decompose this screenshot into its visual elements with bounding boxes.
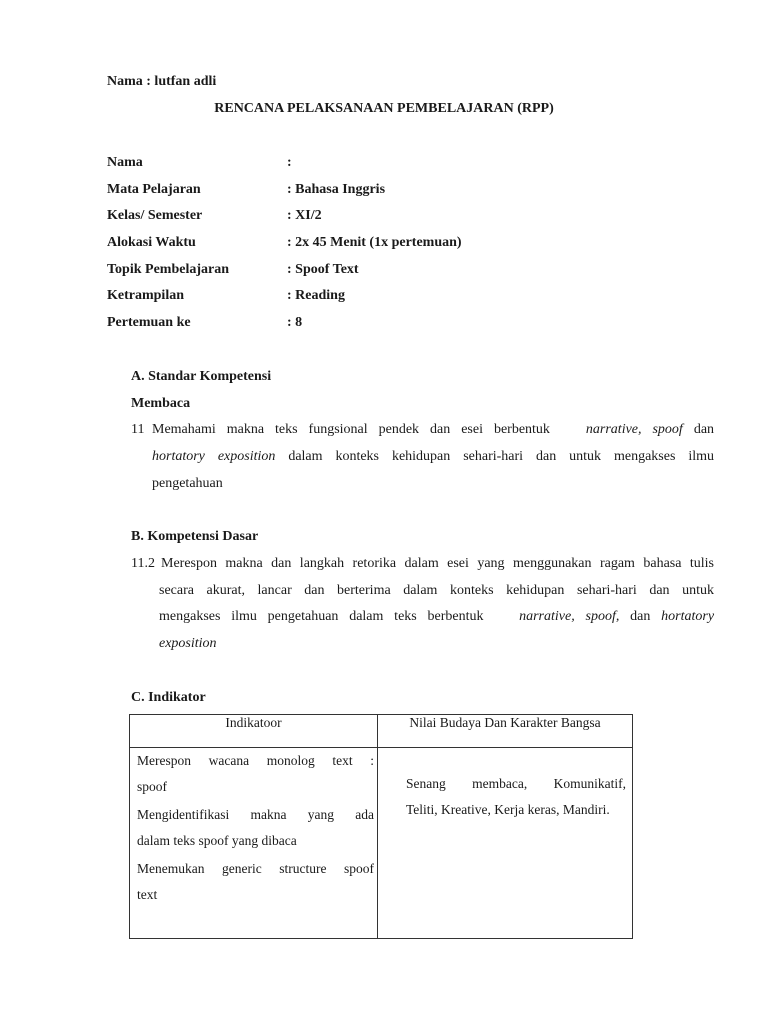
identity-value: : 8 [287, 315, 303, 330]
identity-label: Mata Pelajaran [107, 182, 201, 197]
indicator-cell [130, 748, 378, 939]
table-header-values: Nilai Budaya Dan Karakter Bangsa [378, 715, 633, 748]
section-a-line-3: pengetahuan [152, 476, 223, 491]
identity-label: Topik Pembelajaran [107, 262, 229, 277]
identity-label: Pertemuan ke [107, 315, 191, 330]
identity-value: : [287, 155, 292, 170]
table-header-row [130, 715, 633, 748]
document-title: RENCANA PELAKSANAAN PEMBELAJARAN (RPP) [214, 101, 554, 116]
section-b-line-1 [161, 556, 714, 572]
indicator-line: spoof [137, 779, 167, 794]
indicator-line: Merespon wacana monolog text : [137, 753, 374, 768]
section-c-heading: C. Indikator [131, 690, 206, 705]
section-b-italic-term: hortatory [661, 609, 715, 624]
student-name-line: Nama : lutfan adli [107, 74, 217, 89]
section-a-italic-term: hortatory exposition [152, 449, 276, 464]
identity-label: Nama [107, 155, 143, 170]
section-a-line-1 [152, 422, 714, 438]
identity-value: : Reading [287, 288, 345, 303]
values-line: Senang membaca, Komunikatif, [406, 776, 626, 791]
section-a-subheading: Membaca [131, 396, 191, 411]
indicator-line: dalam teks spoof yang dibaca [137, 833, 297, 848]
section-b-line-4: exposition [159, 636, 217, 651]
section-b-text: mengakses ilmu pengetahuan dalam teks berbentuk [159, 609, 484, 624]
section-b-line-3 [159, 609, 714, 625]
indicator-line: text [137, 887, 158, 902]
identity-value: : Bahasa Inggris [287, 182, 386, 197]
values-line: Teliti, Kreative, Kerja keras, Mandiri. [406, 802, 610, 817]
indicator-line: Mengidentifikasi makna yang ada [137, 807, 374, 822]
identity-value: : XI/2 [287, 208, 322, 223]
section-a-text: Memahami makna teks fungsional pendek dan esei berbentuk [152, 422, 550, 437]
section-a-text: dalam konteks kehidupan sehari-hari dan untuk mengakses ilmu [288, 449, 714, 464]
section-a-line-2 [152, 449, 714, 465]
identity-value: : Spoof Text [287, 262, 359, 277]
section-b-text: secara akurat, lancar dan berterima dalam konteks kehidupan sehari-hari dan untuk [159, 583, 714, 598]
indicator-table [129, 714, 633, 939]
indicator-line: Menemukan generic structure spoof [137, 861, 374, 876]
table-row [130, 748, 633, 939]
identity-label: Kelas/ Semester [107, 208, 203, 223]
identity-label: Ketrampilan [107, 288, 184, 303]
identity-value: : 2x 45 Menit (1x pertemuan) [287, 235, 462, 250]
section-a-text: dan [693, 422, 715, 437]
values-cell [378, 748, 633, 939]
section-b-number: 11.2 [131, 556, 155, 571]
section-b-line-2 [159, 583, 714, 599]
identity-label: Alokasi Waktu [107, 235, 196, 250]
section-b-heading: B. Kompetensi Dasar [131, 529, 259, 544]
section-a-number: 11 [131, 422, 145, 437]
section-b-text: dan [630, 609, 651, 624]
section-b-text: Merespon makna dan langkah retorika dalam esei yang menggunakan ragam bahasa tulis [161, 556, 714, 571]
section-b-italic-term: narrative, spoof, [519, 609, 620, 624]
section-a-heading: A. Standar Kompetensi [131, 369, 272, 384]
section-a-italic-term: narrative, spoof [585, 422, 683, 437]
table-header-indicator: Indikatoor [130, 715, 378, 748]
